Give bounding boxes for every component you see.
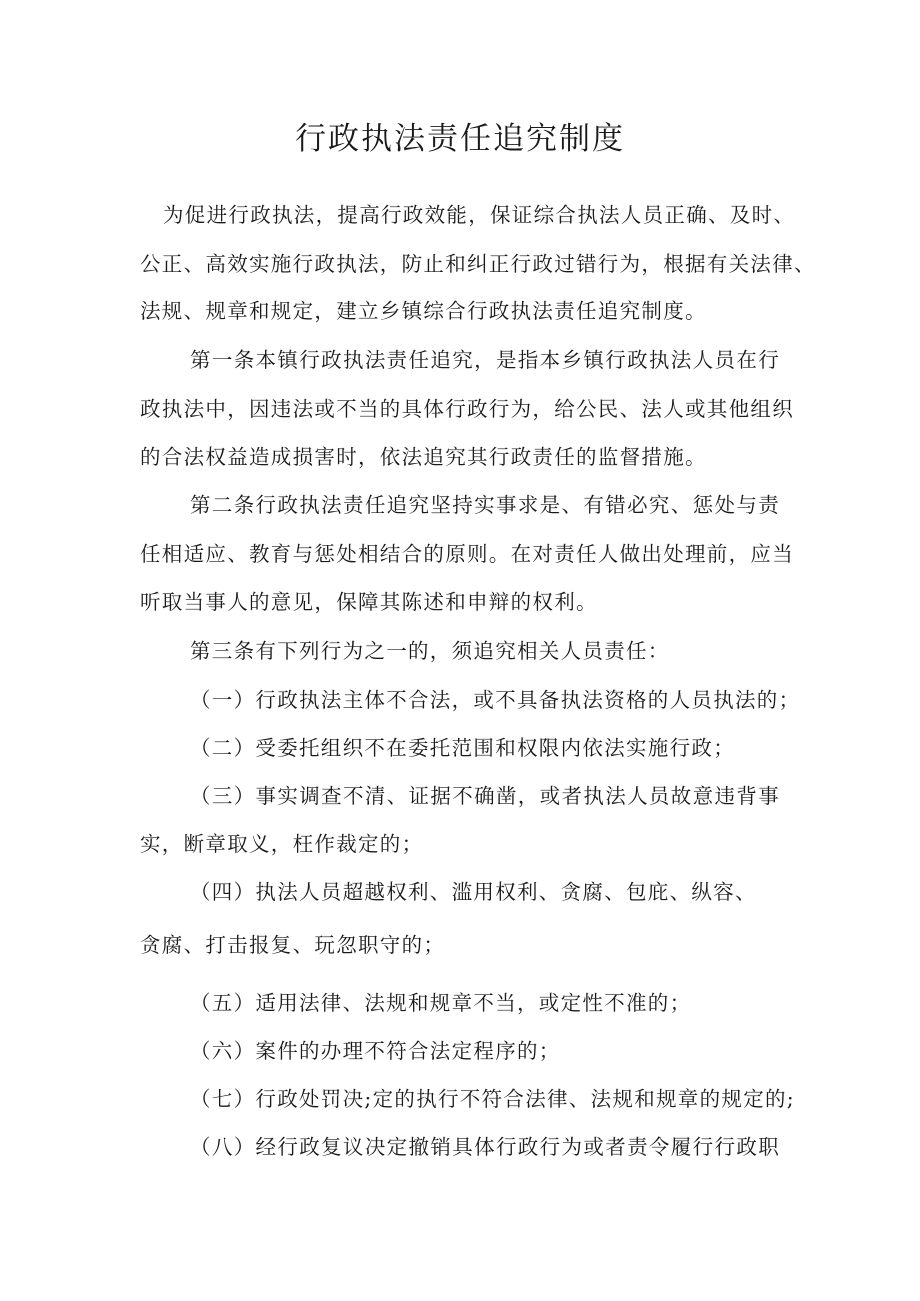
paragraph-line: 第二条行政执法责任追究坚持实事求是、有错必究、惩处与责	[190, 493, 780, 517]
list-item: （一）行政执法主体不合法，或不具备执法资格的人员执法的；	[190, 688, 801, 712]
paragraph-line: 听取当事人的意见，保障其陈述和申辩的权利。	[140, 590, 598, 614]
paragraph-line: 的合法权益造成损害时，依法追究其行政责任的监督措施。	[140, 445, 707, 469]
list-item: （五）适用法律、法规和规章不当，或定性不准的；	[190, 991, 692, 1015]
list-item: （八）经行政复议决定撤销具体行政行为或者责令履行行政职	[190, 1135, 780, 1159]
paragraph-line: 政执法中，因违法或不当的具体行政行为，给公民、法人或其他组织	[140, 397, 794, 421]
paragraph-line: 为促进行政执法，提高行政效能，保证综合执法人员正确、及时、	[163, 203, 796, 227]
paragraph-line: 第三条有下列行为之一的，须追究相关人员责任：	[190, 639, 670, 663]
list-item: （七）行政处罚决;定的执行不符合法律、法规和规章的规定的;	[190, 1087, 796, 1111]
list-item: 贪腐、打击报复、玩忽职守的；	[140, 933, 446, 957]
list-item: （六）案件的办理不符合法定程序的；	[190, 1039, 561, 1063]
list-item: （二）受委托组织不在委托范围和权限内依法实施行政；	[190, 736, 735, 760]
paragraph-line: 公正、高效实施行政执法，防止和纠正行政过错行为，根据有关法律、	[140, 252, 816, 276]
document-title: 行政执法责任追究制度	[295, 121, 625, 157]
list-item: （四）执法人员超越权利、滥用权利、贪腐、包庇、纵容、	[190, 880, 757, 904]
paragraph-line: 任相适应、教育与惩处相结合的原则。在对责任人做出处理前，应当	[140, 542, 794, 566]
list-item: （三）事实调查不清、证据不确凿，或者执法人员故意违背事	[190, 784, 780, 808]
list-item: 实，断章取义，枉作裁定的；	[140, 832, 424, 856]
paragraph-line: 第一条本镇行政执法责任追究，是指本乡镇行政执法人员在行	[190, 348, 780, 372]
paragraph-line: 法规、规章和规定，建立乡镇综合行政执法责任追究制度。	[140, 299, 707, 323]
